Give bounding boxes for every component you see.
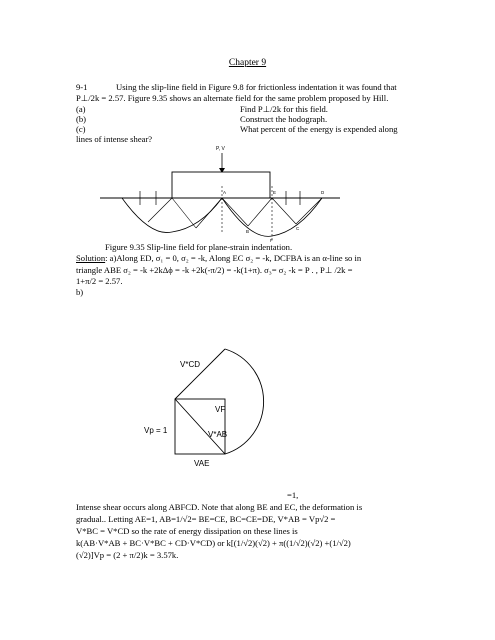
footer-line-4: k(AB·V*AB + BC·V*BC + CD·V*CD) or k[(1/√2)(√2) + π((1/√2)(√2) +(1/√2) [76,538,351,548]
part-c-label: (c) [76,124,86,134]
point-label-c: C [296,226,300,231]
solution-line-1-text: : a)Along ED, σ₁ = 0, σ₂ = -k, Along EC σ₂ = -k, DCFBA is an α-line so in [105,253,362,263]
solution-part-b: b) [76,287,84,297]
equals-one: =1, [287,490,299,500]
footer-line-2: gradual.. Letting AE=1, AB=1/√2= BE=CE, BC=CE=DE, V*AB = Vp√2 = [76,514,336,524]
part-a-text: Find P⊥/2k for this field. [240,104,328,114]
part-c-text: What percent of the energy is expended along [240,124,398,134]
solution-heading: Solution [76,253,106,263]
label-vcd: V*CD [180,360,201,369]
figure-top-label: P, V [216,146,225,152]
right-line-3 [272,198,296,224]
label-vp: Vp = 1 [144,426,168,435]
solution-line-2: triangle ABE σ₂ = -k +2kΔϕ = -k +2k(-π/2) = -k(1+π). σ₃= σ₂ -k = P . , P⊥ /2k = [76,265,353,275]
problem-line-1: Using the slip-line field in Figure 9.8 for frictionless indentation it was found that [116,82,397,92]
point-label-e: E [273,190,277,195]
hodograph-figure [130,345,290,475]
left-line-2 [172,198,196,228]
point-label-a: A [223,190,227,195]
punch-block [172,172,270,198]
footer-line-1: Intense shear occurs along ABFCD. Note that along BE and EC, the deformation is [76,502,363,512]
right-line-1 [222,198,248,226]
part-b-label: (b) [76,114,87,124]
page-title: Chapter 9 [228,58,267,68]
solution-line-3: 1+π/2 = 2.57. [76,276,123,286]
footer-line-5: (√2)]Vp = (2 + π/2)k = 3.57k. [76,550,179,560]
figure-caption: Figure 9.35 Slip-line field for plane-strain indentation. [105,242,293,252]
left-line-3 [196,198,222,228]
slip-line-field-figure [100,142,340,242]
part-b-text: Construct the hodograph. [240,114,328,124]
solution-line-1 [76,253,361,263]
footer-line-3: V*BC = V*CD so the rate of energy dissipation on these lines is [76,526,298,536]
problem-number: 9-1 [76,82,88,92]
hodograph-diagonal-up [175,349,225,399]
label-vae: VAE [194,459,210,468]
part-a-label: (a) [76,104,86,114]
label-vf: VF [215,405,226,414]
right-line-2 [248,198,272,226]
hodograph-arc [225,349,264,454]
problem-line-2: P⊥/2k = 2.57. Figure 9.35 shows an alternate field for the same problem proposed by Hill. [76,93,389,103]
point-label-f: F [270,238,273,242]
point-label-b: B [246,229,250,234]
label-vab: V*AB [208,430,228,439]
point-label-d: D [321,190,325,195]
problem-line-after: lines of intense shear? [76,134,153,144]
left-line-1 [148,198,172,222]
